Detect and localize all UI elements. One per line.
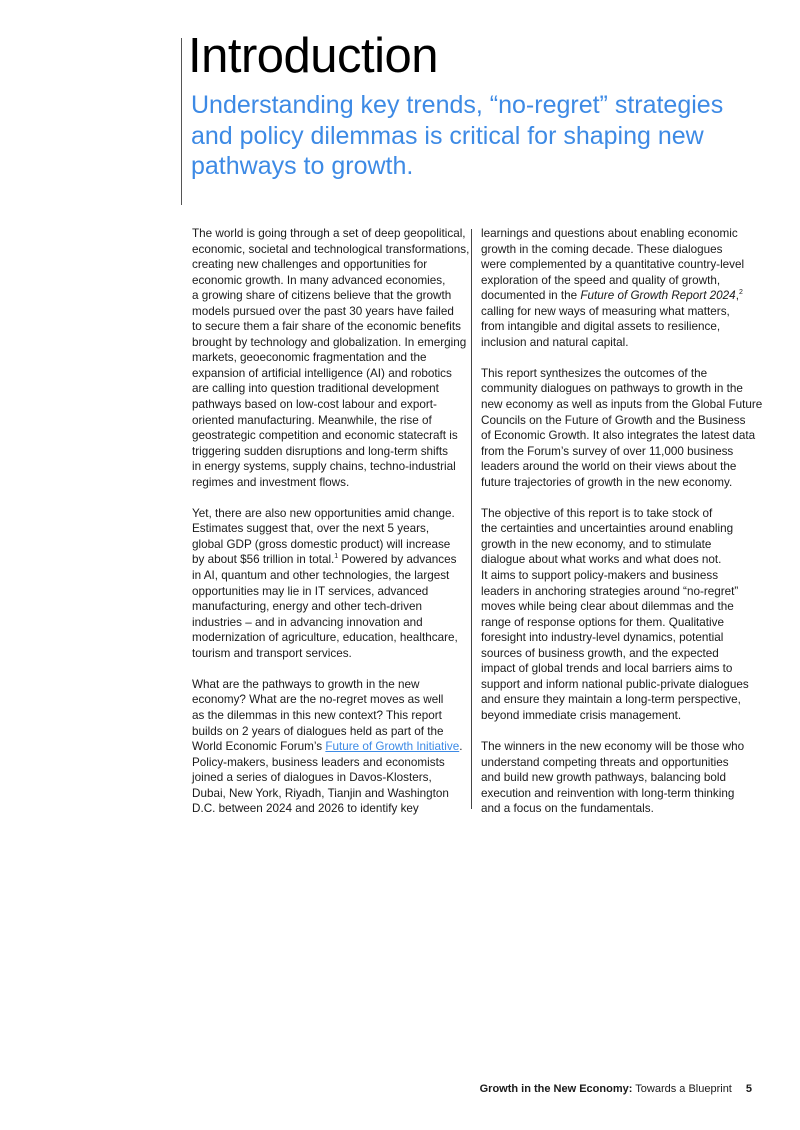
text-line: community dialogues on pathways to growth in the xyxy=(481,382,743,396)
text-line: impact of global trends and local barriers aims to xyxy=(481,662,733,676)
text-line: markets, geoeconomic fragmentation and the xyxy=(192,351,427,365)
text-segment: documented in the xyxy=(481,289,581,303)
text-line: dialogue about what works and what does not. xyxy=(481,553,722,567)
text-line xyxy=(192,739,467,755)
text-line: future trajectories of growth in the new economy. xyxy=(481,475,733,489)
text-line: of Economic Growth. It also integrates the latest data xyxy=(481,429,756,443)
page-footer xyxy=(480,1083,752,1095)
right-paragraph-3 xyxy=(481,506,761,724)
text-line: Yet, there are also new opportunities amid change. xyxy=(192,506,455,520)
report-title-italic: Future of Growth Report 2024 xyxy=(580,289,736,303)
text-line: creating new challenges and opportunities for xyxy=(192,258,428,272)
text-line: What are the pathways to growth in the new xyxy=(192,677,420,691)
text-line: It aims to support policy-makers and business xyxy=(481,569,719,583)
text-line: beyond immediate crisis management. xyxy=(481,708,682,722)
left-paragraph-3 xyxy=(192,677,467,817)
footer-report-title: Growth in the New Economy: xyxy=(479,1083,633,1095)
text-line xyxy=(481,288,761,304)
footnote-marker-2[interactable]: 2 xyxy=(738,289,743,297)
text-line: foresight into industry-level dynamics, potential xyxy=(481,631,724,645)
right-column xyxy=(481,226,761,832)
text-line: global GDP (gross domestic product) will increase xyxy=(192,537,451,551)
title-rule xyxy=(181,38,182,205)
text-line: manufacturing, energy and other tech-driven xyxy=(192,600,422,614)
column-divider xyxy=(471,229,472,809)
text-line: The world is going through a set of deep geopolitical, xyxy=(192,227,466,240)
text-line: the certainties and uncertainties around enabling xyxy=(481,522,734,536)
footnote-marker-1[interactable]: 1 xyxy=(334,553,339,561)
text-line: and a focus on the fundamentals. xyxy=(481,802,654,816)
text-line: moves while being clear about dilemmas and the xyxy=(481,600,734,614)
text-line: sources of business growth, and the expected xyxy=(481,646,719,660)
text-segment: by about $56 trillion in total. xyxy=(192,553,335,567)
text-line: calling for new ways of measuring what matters, xyxy=(481,304,730,318)
text-line: leaders around the world on their views about the xyxy=(481,460,737,474)
text-line: were complemented by a quantitative country-level xyxy=(481,258,745,272)
text-line: Estimates suggest that, over the next 5 years, xyxy=(192,522,430,536)
text-line: in AI, quantum and other technologies, the largest xyxy=(192,569,450,583)
left-paragraph-1 xyxy=(192,226,470,490)
text-line: expansion of artificial intelligence (AI) and robotics xyxy=(192,366,452,380)
text-line: modernization of agriculture, education, healthcare, xyxy=(192,631,458,645)
text-line: oriented manufacturing. Meanwhile, the rise of xyxy=(192,413,432,427)
right-paragraph-2 xyxy=(481,366,761,490)
text-line: economic growth. In many advanced economies, xyxy=(192,273,446,287)
text-line: triggering sudden disruptions and long-term shifts xyxy=(192,444,448,458)
future-of-growth-initiative-link[interactable]: Future of Growth Initiative xyxy=(325,740,460,754)
text-line: economy? What are the no-regret moves as well xyxy=(192,693,444,707)
text-line: from the Forum’s survey of over 11,000 business xyxy=(481,444,734,458)
text-line: economic, societal and technological transformations, xyxy=(192,242,470,256)
right-paragraph-1 xyxy=(481,226,761,350)
text-line: from intangible and digital assets to resilience, xyxy=(481,320,721,334)
text-line: are calling into question traditional development xyxy=(192,382,439,396)
text-line: regimes and investment flows. xyxy=(192,475,350,489)
text-segment: , xyxy=(735,289,739,303)
text-line: Policy-makers, business leaders and economists xyxy=(192,755,445,769)
text-line: pathways based on low-cost labour and export- xyxy=(192,398,437,412)
text-line: builds on 2 years of dialogues held as part of the xyxy=(192,724,444,738)
text-line: Councils on the Future of Growth and the Business xyxy=(481,413,746,427)
text-line: models pursued over the past 30 years have failed xyxy=(192,304,454,318)
text-line: industries – and in advancing innovation and xyxy=(192,615,423,629)
text-line: inclusion and natural capital. xyxy=(481,335,629,349)
text-line: growth in the coming decade. These dialogues xyxy=(481,242,723,256)
footer-report-subtitle: Towards a Blueprint xyxy=(632,1083,732,1095)
text-line: brought by technology and globalization. In emerging xyxy=(192,335,467,349)
page-number: 5 xyxy=(745,1083,752,1095)
text-line: The winners in the new economy will be those who xyxy=(481,740,745,754)
text-line: leaders in anchoring strategies around “no-regret” xyxy=(481,584,739,598)
text-line: as the dilemmas in this new context? This report xyxy=(192,708,442,722)
text-line: geostrategic competition and economic statecraft is xyxy=(192,429,458,443)
page-subtitle: Understanding key trends, “no-regret” strategies and policy dilemmas is critical for shaping new pathways to growth. xyxy=(191,91,724,180)
text-line: exploration of the speed and quality of growth, xyxy=(481,273,721,287)
text-line: growth in the new economy, and to stimulate xyxy=(481,537,712,551)
text-line: tourism and transport services. xyxy=(192,646,352,660)
text-line: a growing share of citizens believe that the growth xyxy=(192,289,452,303)
text-line: and ensure they maintain a long-term perspective, xyxy=(481,693,741,707)
text-line: opportunities may lie in IT services, advanced xyxy=(192,584,429,598)
text-segment: Powered by advances xyxy=(338,553,457,567)
text-line: This report synthesizes the outcomes of the xyxy=(481,366,708,380)
text-line: in energy systems, supply chains, techno-industrial xyxy=(192,460,456,474)
text-line: joined a series of dialogues in Davos-Klosters, xyxy=(192,771,432,785)
text-line xyxy=(192,552,467,568)
text-line: new economy as well as inputs from the Global Future xyxy=(481,398,763,412)
text-line: support and inform national public-private dialogues xyxy=(481,677,749,691)
text-line: understand competing threats and opportunities xyxy=(481,755,729,769)
text-line: execution and reinvention with long-term thinking xyxy=(481,786,735,800)
text-line: Dubai, New York, Riyadh, Tianjin and Washington xyxy=(192,786,449,800)
text-line: learnings and questions about enabling economic xyxy=(481,227,738,240)
text-line: range of response options for them. Qualitative xyxy=(481,615,724,629)
text-line: and build new growth pathways, balancing bold xyxy=(481,771,726,785)
left-column xyxy=(192,226,470,832)
right-paragraph-4 xyxy=(481,739,761,817)
left-paragraph-2 xyxy=(192,506,467,661)
text-line: The objective of this report is to take stock of xyxy=(481,506,713,520)
text-line: D.C. between 2024 and 2026 to identify key xyxy=(192,802,419,816)
text-segment: . xyxy=(459,740,463,754)
text-segment: World Economic Forum’s xyxy=(192,740,326,754)
text-line: to secure them a fair share of the economic benefits xyxy=(192,320,461,334)
page-title: Introduction xyxy=(188,29,439,83)
